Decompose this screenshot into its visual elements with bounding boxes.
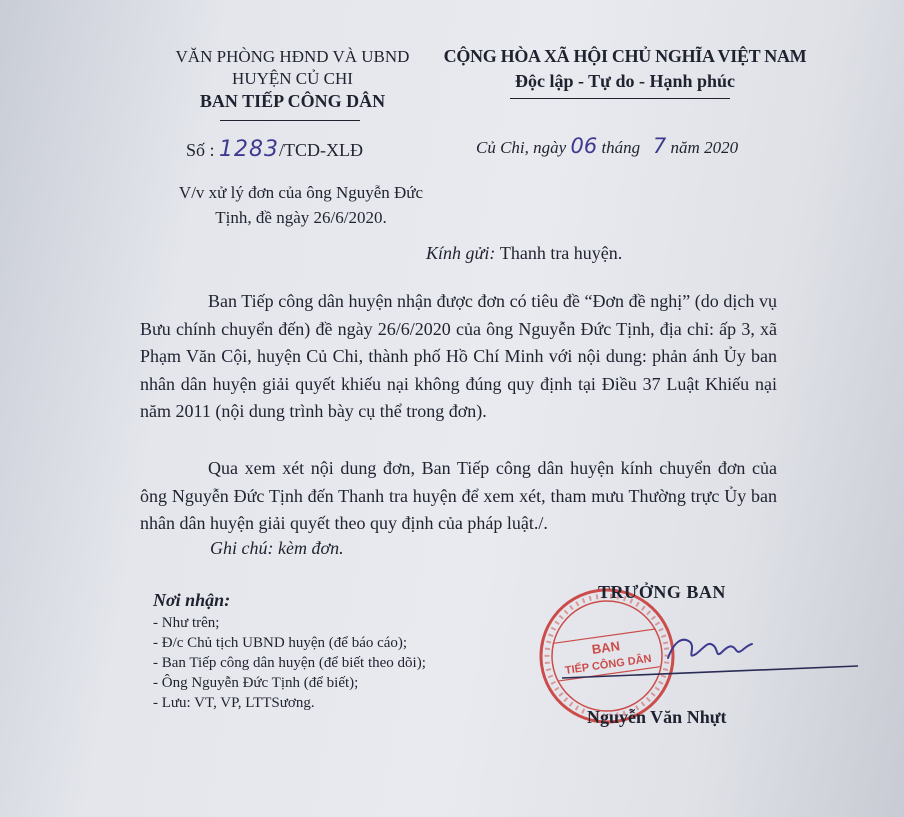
date-month-handwritten: 7 [652,134,667,158]
document-number-suffix: /TCD-XLĐ [279,140,364,160]
distribution-item: - Ban Tiếp công dân huyện (để biết theo dõi); [153,655,426,671]
distribution-list [153,590,426,713]
body-paragraph-2: Qua xem xét nội dung đơn, Ban Tiếp công dân huyện kính chuyển đơn của ông Nguyễn Đức Tịnh đến Thanh tra huyện để xem xét, tham mưu Thường trực Ủy ban nhân dân huyện giải quyết theo quy định của pháp luật./. [140,458,777,533]
seal-text-line-1: BAN [590,638,621,657]
agency-line-3: BAN TIẾP CÔNG DÂN [199,91,386,111]
document-number-handwritten: 1283 [219,137,280,162]
country-name: CỘNG HÒA XÃ HỘI CHỦ NGHĨA VIỆT NAM [443,46,807,66]
document-date [476,134,738,158]
agency-underline [220,120,360,121]
distribution-item: - Ông Nguyễn Đức Tịnh (để biết); [153,675,359,691]
signature-stroke-icon [560,664,860,684]
agency-line-2: HUYỆN CỦ CHI [232,69,353,88]
distribution-item: - Lưu: VT, VP, LTTSương. [153,695,315,711]
document-number [186,137,363,162]
agency-line-1: VĂN PHÒNG HĐND VÀ UBND [175,47,410,66]
signature-title: TRƯỞNG BAN [598,582,726,602]
date-year: năm 2020 [670,138,739,157]
document-number-label: Số : [186,140,215,160]
attachment-note: Ghi chú: kèm đơn. [210,538,344,558]
distribution-title: Nơi nhận: [153,590,231,610]
motto-underline [510,98,730,99]
issuing-agency-header [150,46,435,112]
date-prefix: Củ Chi, ngày [476,138,567,157]
body-paragraph-1: Ban Tiếp công dân huyện nhận được đơn có tiêu đề “Đơn đề nghị” (do dịch vụ Bưu chính chuyển đến) đề ngày 26/6/2020 của ông Nguyễn Đức Tịnh, địa chỉ: ấp 3, xã Phạm Văn Cội, huyện Củ Chi, thành phố Hồ Chí Minh với nội dung: phản ánh Ủy ban nhân dân huyện giải quyết khiếu nại không đúng quy định tại Điều 37 Luật Khiếu nại năm 2011 (nội dung trình bày cụ thể trong đơn). [140,291,777,421]
seal-text-line-2: TIẾP CÔNG DÂN [564,652,653,677]
recipient-label: Kính gửi: [426,243,496,263]
date-day-handwritten: 06 [570,134,598,158]
national-motto: Độc lập - Tự do - Hạnh phúc [514,71,736,91]
document-subject: V/v xử lý đơn của ông Nguyễn Đức Tịnh, đề ngày 26/6/2020. [178,183,424,227]
date-month-label: tháng [601,138,641,157]
recipient-value: Thanh tra huyện. [499,243,623,263]
signer-name: Nguyễn Văn Nhựt [587,707,727,727]
recipient-line [426,243,622,264]
distribution-item: - Như trên; [153,615,220,631]
national-motto-header [440,44,810,94]
distribution-item: - Đ/c Chủ tịch UBND huyện (để báo cáo); [153,635,408,651]
